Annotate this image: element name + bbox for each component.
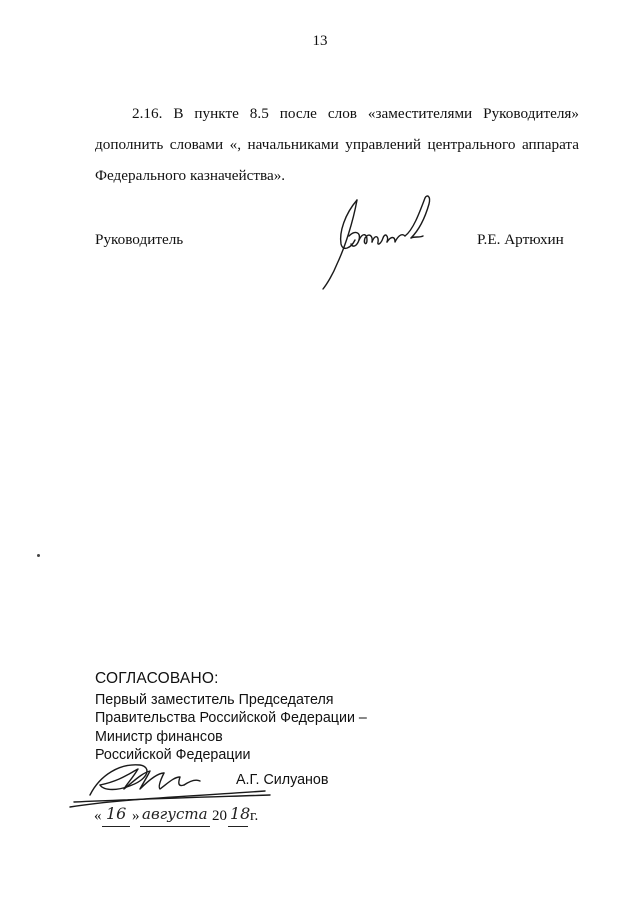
amendment-paragraph: 2.16. В пункте 8.5 после слов «заместителями Руководителя» дополнить словами «, начальниками управлений центрального аппарата Федерального казначейства». (95, 105, 579, 184)
date-year-suffix: 18 (230, 804, 251, 823)
year-underline (228, 826, 248, 827)
month-underline (140, 826, 210, 827)
date-year-unit: г. (250, 808, 259, 824)
signatory-role: Руководитель (95, 231, 184, 248)
date-close-quote: » (132, 808, 140, 824)
date-year-prefix: 20 (212, 808, 227, 824)
approval-line: Министр финансов (95, 728, 223, 745)
date-open-quote: « (94, 808, 102, 824)
day-underline (102, 826, 130, 827)
date-day: 16 (106, 804, 127, 823)
approval-line: Российской Федерации (95, 747, 251, 763)
approval-line: Правительства Российской Федерации – (95, 710, 367, 726)
approval-heading: СОГЛАСОВАНО: (95, 670, 219, 687)
approver-name: А.Г. Силуанов (236, 772, 329, 788)
approval-line: Первый заместитель Председателя (95, 691, 334, 708)
signatory-name: Р.Е. Артюхин (477, 231, 564, 248)
head-signature (315, 192, 440, 292)
page-number: 13 (312, 33, 328, 49)
approval-date (90, 806, 290, 830)
date-month: августа (142, 805, 208, 823)
scan-speck (37, 554, 40, 557)
approval-block (95, 670, 415, 765)
